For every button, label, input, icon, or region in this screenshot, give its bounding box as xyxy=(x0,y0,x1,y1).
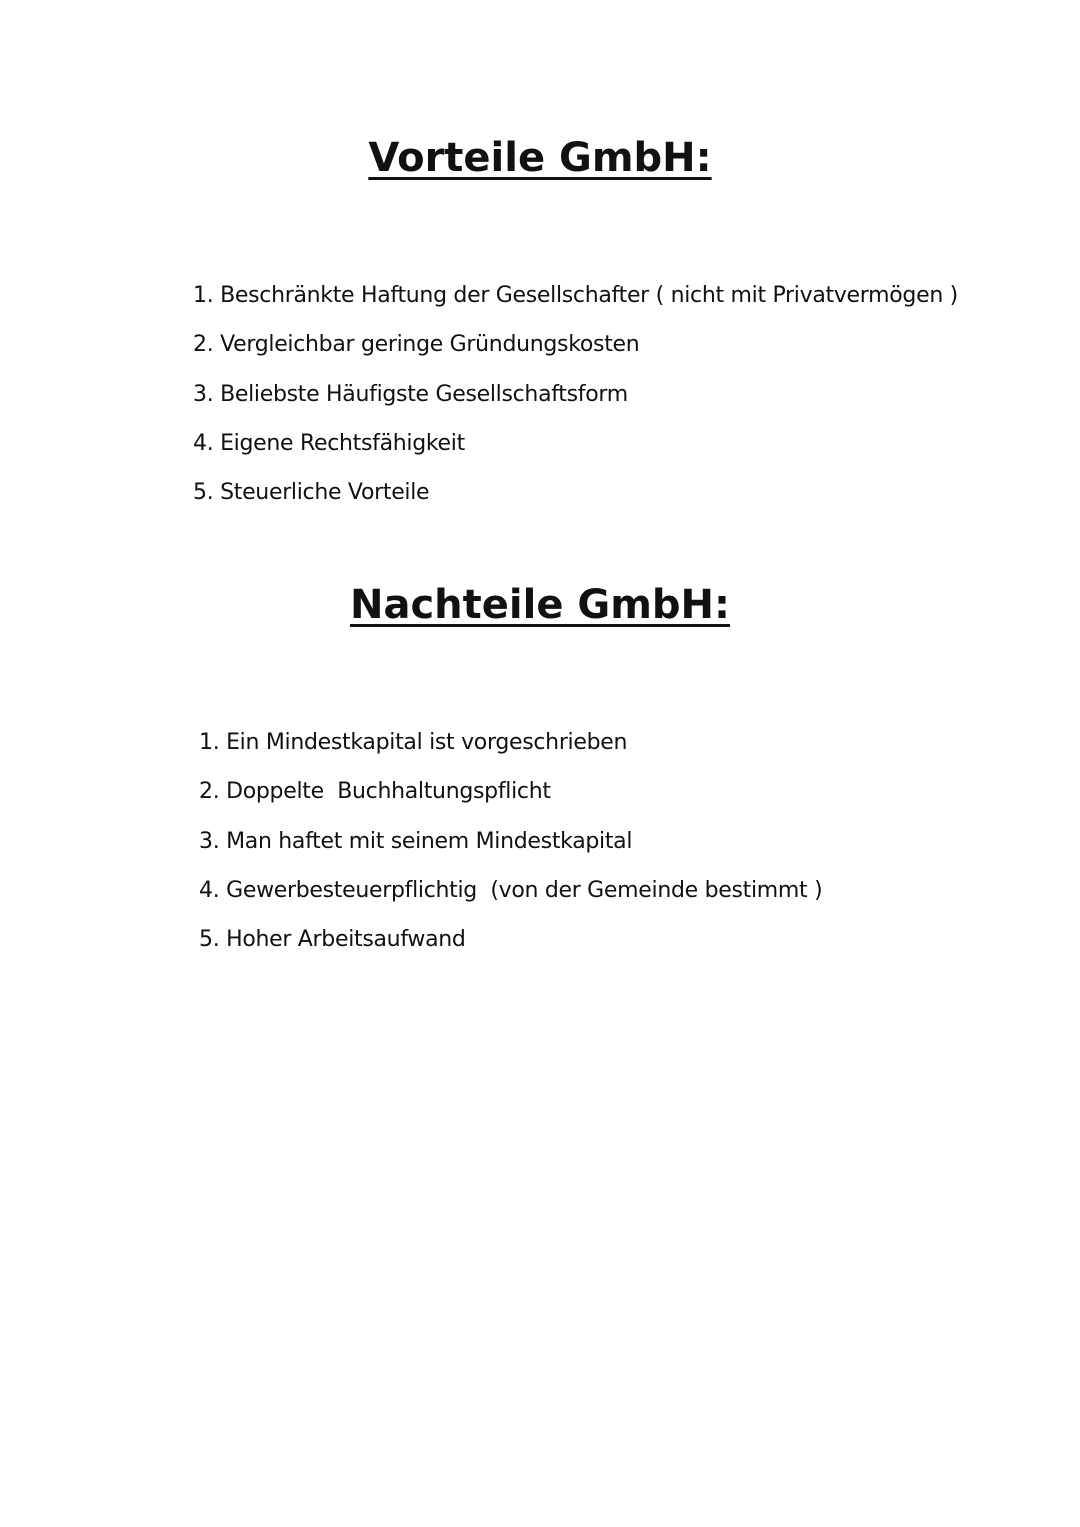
vorteile-list xyxy=(193,281,958,527)
vorteile-heading xyxy=(0,134,1080,182)
list-item: 3. Man haftet mit seinem Mindestkapital xyxy=(199,828,633,854)
list-item: 1. Ein Mindestkapital ist vorgeschrieben xyxy=(199,730,628,755)
nachteile-list xyxy=(199,728,822,974)
nachteile-heading xyxy=(0,581,1080,629)
list-item: 5. Hoher Arbeitsaufwand xyxy=(199,927,466,953)
list-item: 3. Beliebste Häufigste Gesellschaftsform xyxy=(193,381,628,407)
vorteile-heading-text: Vorteile GmbH: xyxy=(368,135,712,181)
nachteile-heading-text: Nachteile GmbH: xyxy=(350,582,730,628)
list-item: 4. Gewerbesteuerpflichtig (von der Gemeinde bestimmt ) xyxy=(199,877,823,903)
list-item: 5. Steuerliche Vorteile xyxy=(193,480,430,506)
list-item: 1. Beschränkte Haftung der Gesellschafter ( nicht mit Privatvermögen ) xyxy=(193,283,958,308)
list-item: 2. Vergleichbar geringe Gründungskosten xyxy=(193,332,640,358)
list-item: 2. Doppelte Buchhaltungspflicht xyxy=(199,779,551,805)
list-item: 4. Eigene Rechtsfähigkeit xyxy=(193,430,465,456)
